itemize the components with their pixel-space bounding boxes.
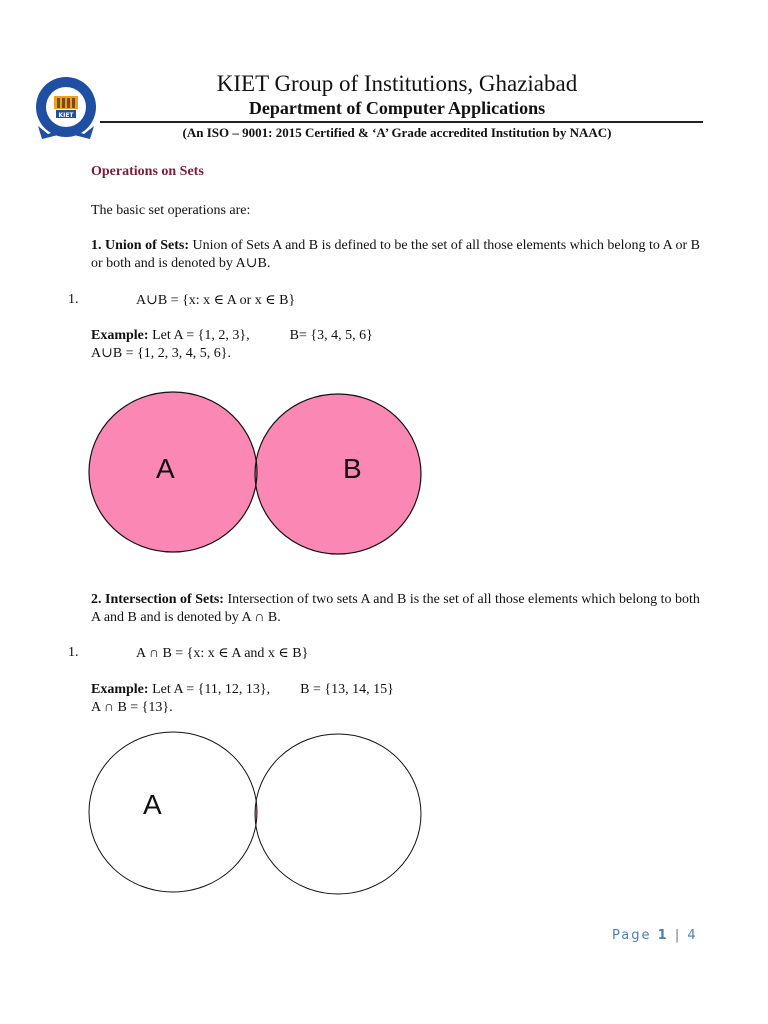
certification-line: (An ISO – 9001: 2015 Certified & ‘A’ Grade accredited Institution by NAAC): [182, 125, 612, 140]
set-b-circle: [255, 734, 421, 894]
section-heading: Operations on Sets: [91, 164, 204, 179]
union-example: [91, 327, 701, 345]
page-number: 1: [657, 928, 669, 943]
intersection-result: A ∩ B = {13}.: [91, 700, 173, 715]
union-example-b: B= {3, 4, 5, 6}: [289, 328, 373, 343]
intersection-formula-number: 1.: [68, 645, 79, 660]
intersection-formula: A ∩ B = {x: x ∈ A and x ∈ B}: [136, 646, 309, 661]
intersection-example-label: Example:: [91, 682, 149, 697]
union-result: A∪B = {1, 2, 3, 4, 5, 6}.: [91, 346, 232, 361]
intersection-venn-diagram: [88, 730, 424, 898]
set-a-circle: [89, 732, 257, 892]
intersection-label-a: A: [143, 789, 162, 820]
union-formula: A∪B = {x: x ∈ A or x ∈ B}: [136, 293, 296, 308]
intersection-example: [91, 681, 701, 699]
header-divider: [100, 121, 703, 123]
intersection-example-b: B = {13, 14, 15}: [300, 682, 394, 697]
intersection-example-a: Let A = {11, 12, 13},: [148, 682, 271, 697]
department-name: Department of Computer Applications: [248, 98, 546, 118]
union-formula-number: 1.: [68, 292, 79, 307]
logo-text: KIET: [58, 112, 74, 119]
page-total: 4: [687, 928, 698, 943]
union-label-a: A: [156, 453, 175, 484]
set-b-circle: [255, 394, 421, 554]
page-word: Page: [612, 928, 652, 943]
intersection-description: Intersection of two sets A and B is the set of all those elements which belong to both A and B and is denoted by A ∩ B.: [91, 592, 700, 625]
union-label-b: B: [343, 453, 362, 484]
union-description: Union of Sets A and B is defined to be the set of all those elements which belong to A or B or both and is denoted by A∪B.: [91, 238, 700, 271]
intersection-region: [255, 734, 421, 894]
union-example-label: Example:: [91, 328, 149, 343]
union-example-a: Let A = {1, 2, 3},: [148, 328, 250, 343]
page-footer: [612, 928, 698, 943]
intersection-definition: [91, 591, 701, 627]
intro-text: The basic set operations are:: [91, 203, 251, 218]
union-title: 1. Union of Sets:: [91, 238, 190, 253]
page-separator: |: [674, 928, 682, 943]
institution-title: KIET Group of Institutions, Ghaziabad: [216, 71, 578, 96]
union-venn-diagram: [88, 390, 424, 558]
intersection-title: 2. Intersection of Sets:: [91, 592, 224, 607]
union-definition: [91, 237, 701, 273]
